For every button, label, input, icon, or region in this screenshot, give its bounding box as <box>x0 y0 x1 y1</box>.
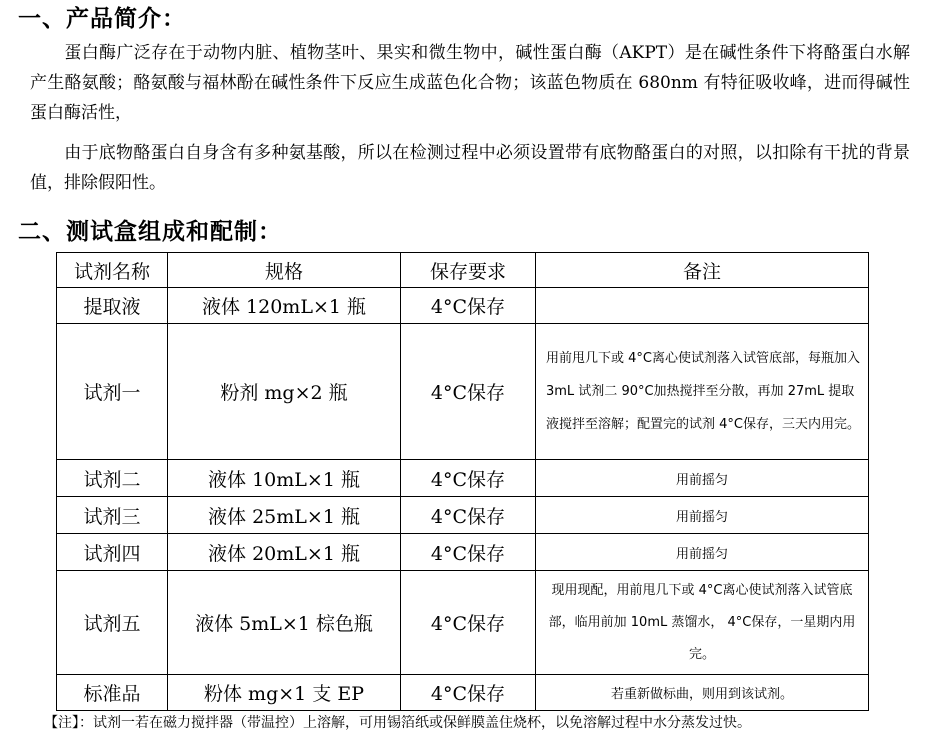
note-cell: 用前摇匀 <box>536 534 869 571</box>
reagent-name-cell: 试剂一 <box>57 324 168 460</box>
note-cell: 用前摇匀 <box>536 497 869 534</box>
table-row <box>57 497 869 534</box>
table-row <box>57 534 869 571</box>
note-cell: 用前甩几下或 4°C离心使试剂落入试管底部，每瓶加入 3mL 试剂二 90°C加热搅拌至分散，再加 27mL 提取液搅拌至溶解；配置完的试剂 4°C保存，三天内用完。 <box>536 324 869 460</box>
header-notes: 备注 <box>536 253 869 288</box>
table-row <box>57 675 869 711</box>
reagent-name-cell: 提取液 <box>57 288 168 324</box>
section-heading-kit: 二、测试盒组成和配制： <box>18 219 282 245</box>
storage-cell: 4°C保存 <box>401 497 536 534</box>
header-specification: 规格 <box>168 253 401 288</box>
table-header-row <box>57 253 869 288</box>
intro-paragraph-1-text: 蛋白酶广泛存在于动物内脏、植物茎叶、果实和微生物中，碱性蛋白酶（AKPT）是在碱性条件下将酪蛋白水解产生酪氨酸；酪氨酸与福林酚在碱性条件下反应生成蓝色化合物；该蓝色物质在 680nm 有特征吸收峰，进而得碱性蛋白酶活性， <box>30 43 910 123</box>
spec-cell: 液体 120mL×1 瓶 <box>168 288 401 324</box>
table-row <box>57 324 869 460</box>
storage-cell: 4°C保存 <box>401 288 536 324</box>
reagent-name-cell: 试剂四 <box>57 534 168 571</box>
spec-cell: 液体 20mL×1 瓶 <box>168 534 401 571</box>
note-cell: 用前摇匀 <box>536 460 869 497</box>
header-reagent-name: 试剂名称 <box>57 253 168 288</box>
footnote: 【注】：试剂一若在磁力搅拌器（带温控）上溶解，可用锡箔纸或保鲜膜盖住烧杯，以免溶解过程中水分蒸发过快。 <box>44 715 751 731</box>
spec-cell: 液体 10mL×1 瓶 <box>168 460 401 497</box>
spec-cell: 液体 25mL×1 瓶 <box>168 497 401 534</box>
intro-paragraph-2-text: 由于底物酪蛋白自身含有多种氨基酸，所以在检测过程中必须设置带有底物酪蛋白的对照，以扣除有干扰的背景值，排除假阳性。 <box>30 143 910 193</box>
spec-cell: 粉剂 mg×2 瓶 <box>168 324 401 460</box>
table-row <box>57 288 869 324</box>
intro-paragraph-1 <box>30 38 910 128</box>
storage-cell: 4°C保存 <box>401 571 536 675</box>
reagent-name-cell: 试剂二 <box>57 460 168 497</box>
spec-cell: 液体 5mL×1 棕色瓶 <box>168 571 401 675</box>
note-cell: 现用现配，用前甩几下或 4°C离心使试剂落入试管底部，临用前加 10mL 蒸馏水， 4°C保存，一星期内用完。 <box>536 571 869 675</box>
intro-paragraph-2 <box>30 138 910 198</box>
spec-cell: 粉体 mg×1 支 EP <box>168 675 401 711</box>
storage-cell: 4°C保存 <box>401 460 536 497</box>
reagent-name-cell: 试剂五 <box>57 571 168 675</box>
storage-cell: 4°C保存 <box>401 534 536 571</box>
storage-cell: 4°C保存 <box>401 675 536 711</box>
note-cell <box>536 288 869 324</box>
section-heading-intro: 一、产品简介： <box>18 6 186 32</box>
table-row <box>57 460 869 497</box>
reagent-name-cell: 标准品 <box>57 675 168 711</box>
table-row <box>57 571 869 675</box>
kit-components-table <box>56 252 869 711</box>
header-storage: 保存要求 <box>401 253 536 288</box>
note-cell: 若重新做标曲，则用到该试剂。 <box>536 675 869 711</box>
reagent-name-cell: 试剂三 <box>57 497 168 534</box>
storage-cell: 4°C保存 <box>401 324 536 460</box>
